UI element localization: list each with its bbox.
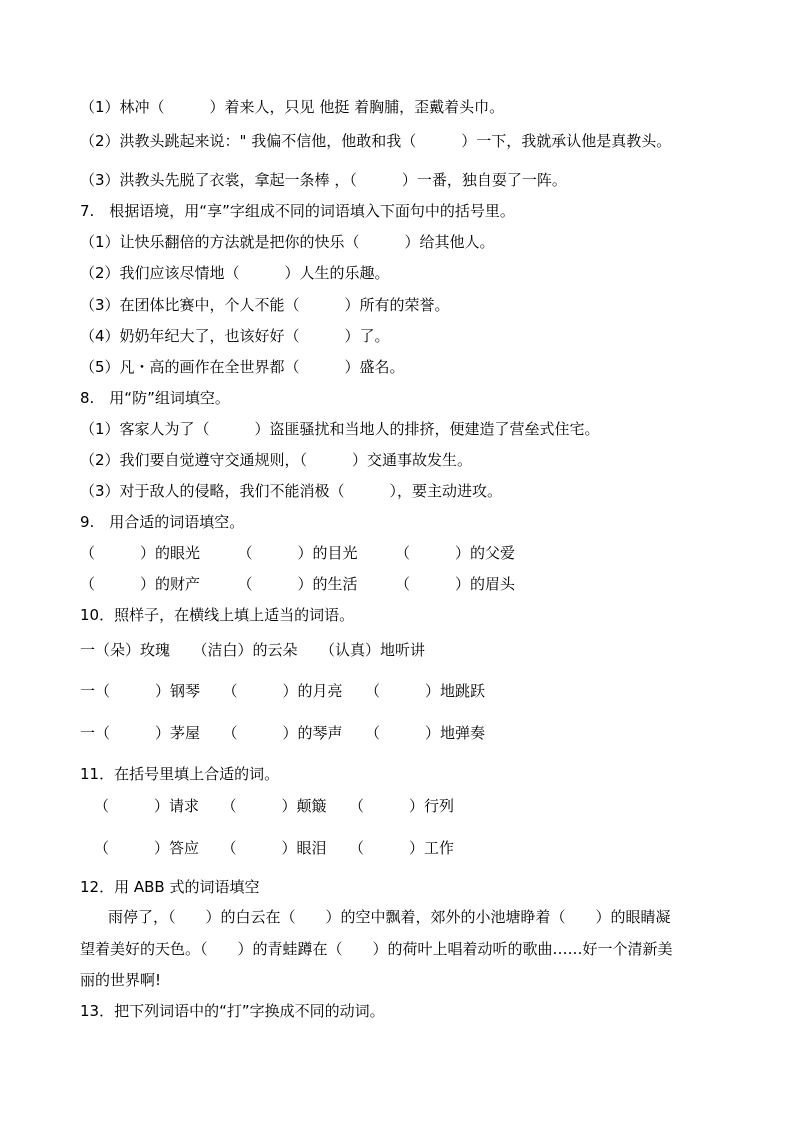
question-heading: 13．把下列词语中的“打”字换成不同的动词。 — [80, 1002, 385, 1020]
question-heading: 11．在括号里填上合适的词。 — [80, 765, 280, 783]
text-line: 一（ ）茅屋 （ ）的琴声 （ ）地弹奏 — [80, 724, 486, 742]
paragraph-line: 雨停了，（ ）的白云在（ ）的空中飘着，郊外的小池塘睁着（ ）的眼睛凝 — [108, 908, 671, 926]
paragraph-line: 望着美好的天色。（ ）的青蛙蹲在（ ）的荷叶上唱着动听的歌曲……好一个清新美 — [80, 940, 673, 958]
question-heading: 9. 用合适的词语填空。 — [80, 513, 245, 531]
question-heading: 10．照样子，在横线上填上适当的词语。 — [80, 606, 355, 624]
text-line: （5）凡・高的画作在全世界都（ ）盛名。 — [80, 358, 405, 376]
text-line: （3）对于敌人的侵略，我们不能消极（ ），要主动进攻。 — [80, 482, 503, 500]
text-line: （3）在团体比赛中，个人不能（ ）所有的荣誉。 — [80, 296, 450, 314]
text-line: （2）我们要自觉遵守交通规则，（ ）交通事故发生。 — [80, 451, 473, 469]
text-line: （ ）的财产 （ ）的生活 （ ）的眉头 — [80, 575, 516, 593]
question-heading: 7. 根据语境，用“享”字组成不同的词语填入下面句中的括号里。 — [80, 202, 515, 220]
text-line: 一（朵）玫瑰 （洁白）的云朵 （认真）地听讲 — [80, 641, 426, 659]
text-line: （1）客家人为了（ ）盗匪骚扰和当地人的排挤，便建造了营垒式住宅。 — [80, 420, 600, 438]
text-line: （ ）答应 （ ）眼泪 （ ）工作 — [94, 839, 455, 857]
text-line: （3）洪教头先脱了衣裳，拿起一条棒 ，（ ）一番，独自耍了一阵。 — [80, 171, 567, 189]
text-line: （ ）请求 （ ）颠簸 （ ）行列 — [94, 797, 455, 815]
text-line: （2）洪教头跳起来说：" 我偏不信他，他敢和我（ ）一下，我就承认他是真教头。 — [80, 132, 672, 150]
text-line: 一（ ）钢琴 （ ）的月亮 （ ）地跳跃 — [80, 682, 486, 700]
paragraph-line: 丽的世界啊! — [80, 971, 162, 989]
question-heading: 8. 用“防”组词填空。 — [80, 389, 230, 407]
text-line: （2）我们应该尽情地（ ）人生的乐趣。 — [80, 264, 390, 282]
text-line: （1）林冲（ ）着来人，只见 他挺 着胸脯，歪戴着头巾。 — [80, 98, 505, 116]
text-line: （ ）的眼光 （ ）的目光 （ ）的父爱 — [80, 544, 516, 562]
question-heading: 12．用 ABB 式的词语填空 — [80, 878, 260, 896]
text-line: （1）让快乐翻倍的方法就是把你的快乐（ ）给其他人。 — [80, 233, 495, 251]
text-line: （4）奶奶年纪大了，也该好好（ ）了。 — [80, 327, 390, 345]
